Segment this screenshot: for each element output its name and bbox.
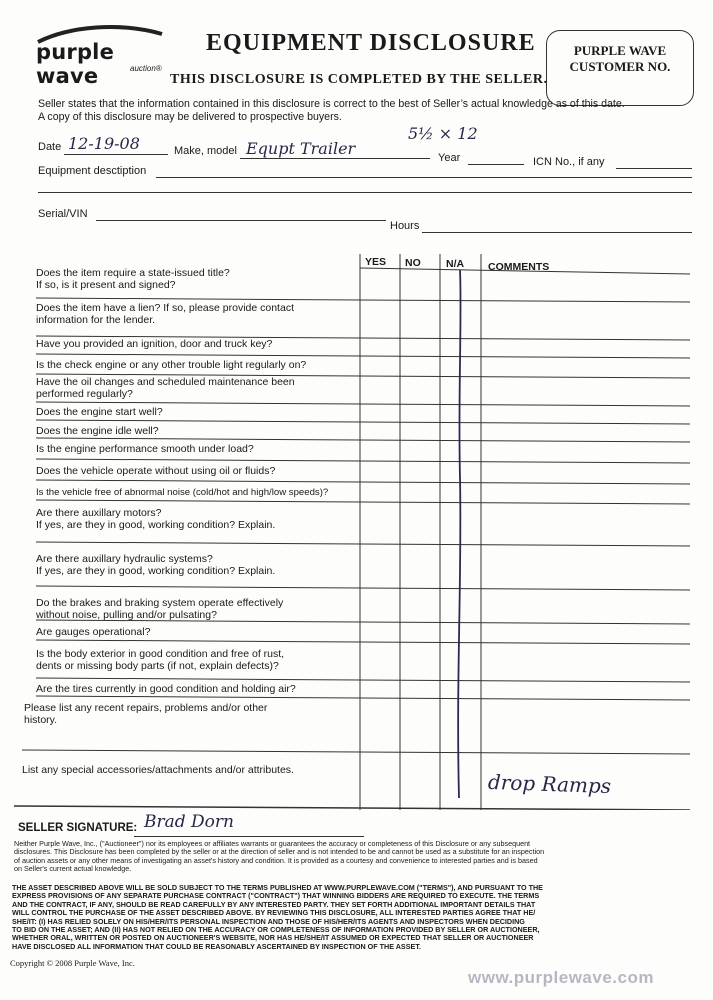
date-value[interactable]: 12-19-08 [68, 134, 140, 153]
question-body-exterior: Is the body exterior in good condition and free of rust, dents or missing body parts (if not, explain defects)? [36, 648, 285, 672]
serial-vin-label: Serial/VIN [38, 208, 88, 220]
question-recent-repairs: Please list any recent repairs, problems and/or other history. [24, 702, 268, 726]
question-title: Does the item require a state-issued title? If so, is it present and signed? [36, 267, 230, 291]
question-engine-performance: Is the engine performance smooth under load? [36, 443, 254, 455]
year-label: Year [438, 152, 461, 164]
seller-signature-label: SELLER SIGNATURE: [18, 822, 138, 834]
question-lien: Does the item have a lien? If so, please provide contact information for the lender. [36, 302, 294, 326]
question-engine-start: Does the engine start well? [36, 406, 163, 418]
icn-label: ICN No., if any [533, 156, 605, 168]
equipment-description-label: Equipment desctiption [38, 165, 147, 177]
disclaimer-paragraph-1: Neither Purple Wave, Inc., ("Auctioneer") nor its employees or affiliates warrants or guarantees the accuracy or completeness of this Disclosure or any subsequent disclosures. This Disclosure has been completed by the seller or at the direction of seller and is not intended to be and cannot be used as a substitute for an inspection of auction assets or any other means of investigating an asset's history and condition. It is provided as a courtesy and convenience to interested parties and is based on Seller's current actual knowledge. [14, 839, 545, 874]
intro-line-2: A copy of this disclosure may be delivered to prospective buyers. [38, 111, 342, 123]
customer-box-line1: PURPLE WAVE [573, 43, 667, 58]
question-tires: Are the tires currently in good condition and holding air? [36, 683, 296, 695]
intro-line-1: Seller states that the information contained in this disclosure is correct to the best of Seller’s actual knowledge as of this date. [38, 98, 625, 110]
date-label: Date [38, 141, 62, 153]
copyright: Copyright © 2008 Purple Wave, Inc. [10, 958, 135, 968]
page-title: EQUIPMENT DISCLOSURE [206, 30, 536, 56]
disclaimer-paragraph-2: THE ASSET DESCRIBED ABOVE WILL BE SOLD SUBJECT TO THE TERMS PUBLISHED AT WWW.PURPLEWAVE.COM ("TERMS"), AND PURSUANT TO THE EXPRESS PROVISIONS OF ANY SEPARATE PURCHASE CONTRACT ("CONTRACT") THAT WINNING BIDDERS ARE REQUIRED TO EXECUTE. THE TERMS AND THE CONTRACT, IF ANY, SHOULD BE READ CAREFULLY BY ANY INTERESTED PARTY. THEY SET FORTH ADDITIONAL IMPORTANT DETAILS THAT WILL CONTROL THE PURCHASE OF THE ASSET DESCRIBED ABOVE. BY REVIEWING THIS DISCLOSURE, ALL INTERESTED PARTIES AGREE THAT HE/ SHE/IT: (I) HAS RELIED SOLELY ON HIS/HER/ITS PERSONAL INSPECTION AND THOSE OF HIS/HER/ITS AGENTS AND INSPECTORS WHEN DECIDING TO BID ON THE ASSET; AND (II) HAS NOT RELIED ON THE ACCURACY OR COMPLETENESS OF INFORMATION PROVIDED BY SELLER OR AUCTIONEER, WHETHER ORAL, WRITTEN OR POSTED ON AUCTIONEER'S WEBSITE, NOR HAS HE/SHE/IT ASSUMED OR EXPECTED THAT SELLER OR AUCTIONEER HAVE DISCLOSED ALL INFORMATION THAT COULD BE REASONABLY ASCERTAINED BY INSPECTION OF THE ASSET. [12, 883, 543, 951]
question-accessories: List any special accessories/attachments and/or attributes. [22, 764, 294, 776]
logo-text: purple wave [36, 40, 115, 88]
question-gauges: Are gauges operational? [36, 626, 151, 638]
header-na: N/A [446, 258, 465, 270]
question-oil-fluids: Does the vehicle operate without using oil or fluids? [36, 465, 276, 477]
question-keys: Have you provided an ignition, door and truck key? [36, 338, 273, 350]
question-trouble-light: Is the check engine or any other trouble light regularly on? [36, 359, 307, 371]
make-model-label: Make, model [174, 145, 237, 157]
na-column-check-stroke [440, 258, 480, 818]
watermark: www.purplewave.com [468, 968, 654, 987]
header-yes: YES [365, 256, 387, 268]
question-aux-hydraulics: Are there auxillary hydraulic systems? If yes, are they in good, working condition? Explain. [36, 553, 276, 577]
size-note: 5½ × 12 [408, 124, 478, 143]
hours-label: Hours [390, 220, 420, 232]
purple-wave-logo [30, 24, 170, 88]
header-comments: COMMENTS [488, 261, 550, 273]
question-aux-motors: Are there auxillary motors? If yes, are they in good, working condition? Explain. [36, 507, 276, 531]
accessories-comment[interactable]: drop Ramps [487, 769, 612, 799]
customer-number-box [546, 30, 694, 106]
header-no: NO [405, 257, 421, 269]
page-subtitle: THIS DISCLOSURE IS COMPLETED BY THE SELLER. [170, 72, 548, 87]
seller-signature-value[interactable]: Brad Dorn [144, 812, 234, 832]
question-brakes: Do the brakes and braking system operate effectively without noise, pulling and/or pulsating? [36, 597, 284, 621]
question-abnormal-noise: Is the vehicle free of abnormal noise (cold/hot and high/low speeds)? [36, 487, 329, 498]
question-engine-idle: Does the engine idle well? [36, 425, 159, 437]
logo-subtext: auction® [130, 64, 162, 73]
question-maintenance: Have the oil changes and scheduled maintenance been performed regularly? [36, 376, 295, 400]
customer-box-line2: CUSTOMER NO. [569, 59, 671, 74]
make-model-value[interactable]: Equpt Trailer [246, 139, 356, 158]
